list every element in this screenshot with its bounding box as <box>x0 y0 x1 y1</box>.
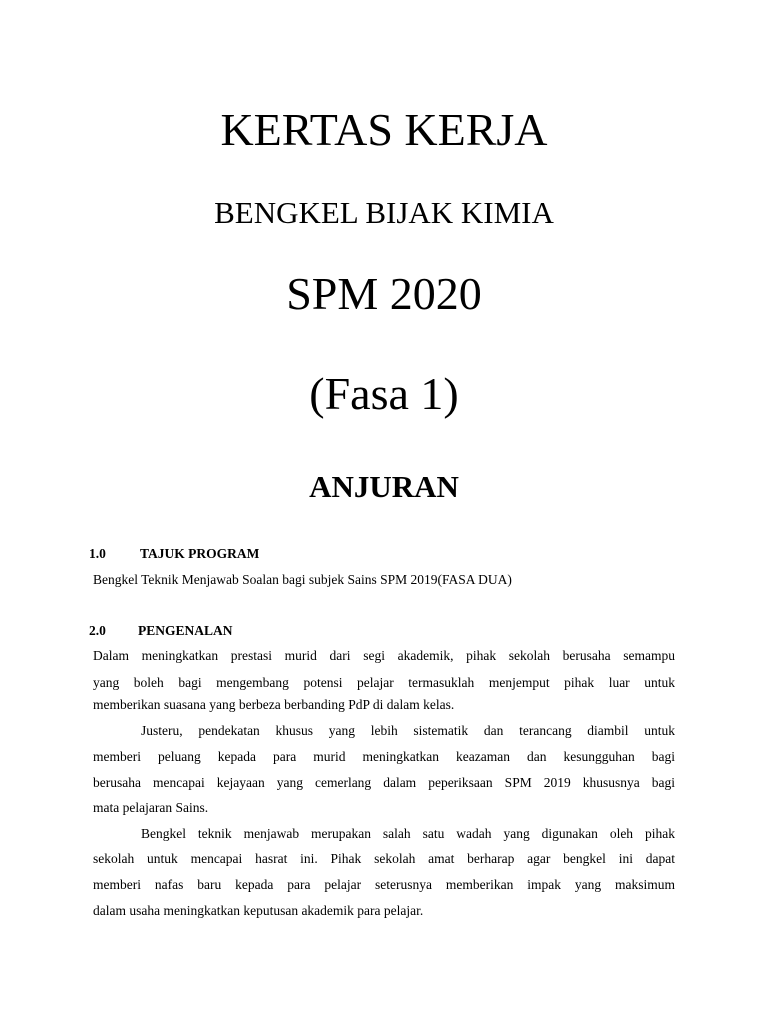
organizer-heading: ANJURAN <box>309 469 459 504</box>
section-heading-text: TAJUK PROGRAM <box>140 546 260 561</box>
paragraph-line: sekolah untuk mencapai hasrat ini. Pihak sekolah amat berharap agar bengkel ini dapat <box>93 851 675 866</box>
section-heading-introduction <box>89 622 489 640</box>
paragraph-line: memberikan suasana yang berbeza berbanding PdP di dalam kelas. <box>93 697 455 712</box>
phase-title: (Fasa 1) <box>309 368 459 419</box>
paragraph-line: berusaha mencapai kejayaan yang cemerlang dalam peperiksaan SPM 2019 khususnya bagi <box>93 775 675 790</box>
document-subtitle: BENGKEL BIJAK KIMIA <box>214 195 554 230</box>
paragraph-line: yang boleh bagi mengembang potensi pelajar termasuklah menjemput pihak luar untuk <box>93 675 675 690</box>
section-heading-program-title <box>89 545 489 563</box>
paragraph-line: Dalam meningkatkan prestasi murid dari segi akademik, pihak sekolah berusaha semampu <box>93 648 675 663</box>
exam-year-title: SPM 2020 <box>286 268 482 319</box>
section-heading-text: PENGENALAN <box>138 623 233 638</box>
paragraph-line: memberi peluang kepada para murid meningkatkan keazaman dan kesungguhan bagi <box>93 749 675 764</box>
program-title-text: Bengkel Teknik Menjawab Soalan bagi subjek Sains SPM 2019(FASA DUA) <box>93 572 512 587</box>
section-number: 1.0 <box>89 546 106 561</box>
paragraph-line: dalam usaha meningkatkan keputusan akademik para pelajar. <box>93 903 424 918</box>
section-number: 2.0 <box>89 623 106 638</box>
paragraph-line: memberi nafas baru kepada para pelajar seterusnya memberikan impak yang maksimum <box>93 877 675 892</box>
paragraph-line: Bengkel teknik menjawab merupakan salah satu wadah yang digunakan oleh pihak <box>141 826 675 841</box>
paragraph-line: Justeru, pendekatan khusus yang lebih sistematik dan terancang diambil untuk <box>141 723 675 738</box>
paragraph-line: mata pelajaran Sains. <box>93 800 209 815</box>
document-title: KERTAS KERJA <box>220 104 548 155</box>
